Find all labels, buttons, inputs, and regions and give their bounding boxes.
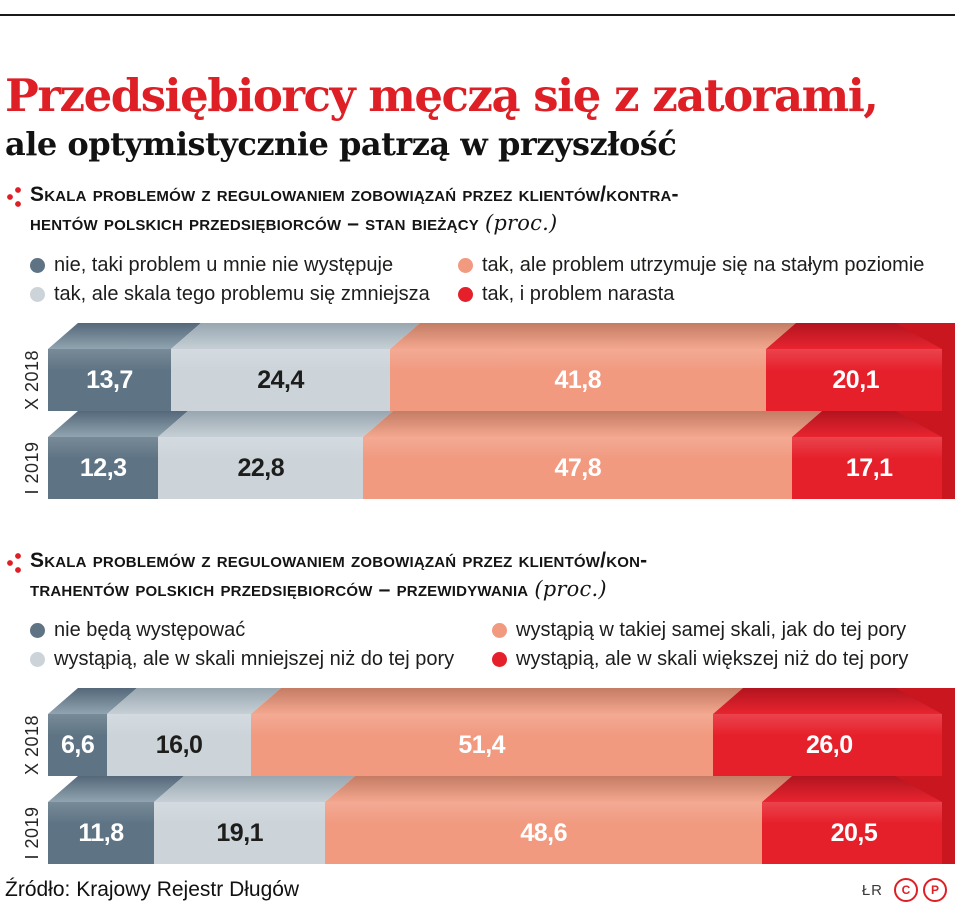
legend-label: tak, ale problem utrzymuje się na stałym poziomie xyxy=(482,254,925,276)
legend-label: nie będą występować xyxy=(54,619,246,641)
bar-segment xyxy=(158,437,363,499)
bar-segment xyxy=(325,802,761,864)
bar-segment xyxy=(390,349,765,411)
value-label: 6,6 xyxy=(61,730,95,759)
bar-segment xyxy=(762,802,946,864)
heading-line-1: Skala problemów z regulowaniem zobowiązań przez klientów/kon- xyxy=(30,549,648,572)
bar-segment xyxy=(713,714,946,776)
legend-label: wystąpią, ale w skali większej niż do tej pory xyxy=(516,648,909,670)
author-initials: ŁR xyxy=(861,881,883,899)
value-label: 47,8 xyxy=(554,453,602,482)
legend-color-dot-icon xyxy=(492,623,507,638)
value-label: 48,6 xyxy=(520,818,568,847)
bar-segment-top xyxy=(154,776,355,802)
section-heading-2 xyxy=(30,547,948,604)
bar-end-cap xyxy=(942,437,955,499)
bar-segment xyxy=(48,802,154,864)
value-label: 12,3 xyxy=(79,453,127,482)
category-label: X 2018 xyxy=(22,714,42,776)
bar-segment-top xyxy=(325,776,791,802)
bar-chart-2 xyxy=(0,688,955,864)
legend-color-dot-icon xyxy=(492,652,507,667)
value-label: 20,1 xyxy=(832,365,880,394)
bar-segment xyxy=(363,437,792,499)
bar-segment xyxy=(766,349,947,411)
triple-dot-icon xyxy=(6,549,24,577)
legend-label: wystąpią, ale w skali mniejszej niż do tej pory xyxy=(54,648,455,670)
bar-segment xyxy=(48,349,171,411)
value-label: 24,4 xyxy=(257,365,304,394)
bar-segment xyxy=(48,714,107,776)
legend-item xyxy=(458,254,924,277)
legend-color-dot-icon xyxy=(30,287,45,302)
bar-segment xyxy=(154,802,326,864)
bar-segment xyxy=(792,437,946,499)
bar-end-cap xyxy=(942,349,955,411)
bar-segment-top xyxy=(363,411,822,437)
source-text: Źródło: Krajowy Rejestr Długów xyxy=(5,878,300,901)
value-label: 19,1 xyxy=(216,818,264,847)
bar-top-face xyxy=(48,776,955,802)
value-label: 13,7 xyxy=(86,365,133,394)
bar-segment xyxy=(107,714,251,776)
bar-row xyxy=(48,714,946,776)
bar-segment-top xyxy=(158,411,393,437)
legend-item xyxy=(30,619,492,642)
legend-item xyxy=(492,619,908,642)
legend-chart-2 xyxy=(30,616,908,674)
heading-line-2: hentów polskich przedsiębiorców – stan bieżący xyxy=(30,212,479,235)
value-label: 11,8 xyxy=(78,818,124,847)
legend-label: tak, i problem narasta xyxy=(482,283,675,305)
legend-color-dot-icon xyxy=(30,258,45,273)
copyright-icon: C xyxy=(894,878,918,902)
triple-dot-icon xyxy=(6,183,24,211)
bar-end-cap xyxy=(942,802,955,864)
bar-row xyxy=(48,802,946,864)
value-label: 22,8 xyxy=(237,453,285,482)
bar-top-face xyxy=(48,411,955,437)
bar-row xyxy=(48,437,946,499)
legend-item xyxy=(492,648,908,671)
page-subtitle: ale optymistycznie patrzą w przyszłość xyxy=(5,124,677,163)
category-label: X 2018 xyxy=(22,349,42,411)
heading-line-2: trahentów polskich przedsiębiorców – przewidywania xyxy=(30,578,529,601)
value-label: 51,4 xyxy=(458,730,506,759)
page-title: Przedsiębiorcy męczą się z zatorami, xyxy=(5,69,878,123)
bar-segment xyxy=(171,349,390,411)
value-label: 20,5 xyxy=(830,818,878,847)
bar-segment-top xyxy=(251,688,742,714)
bar-top-face xyxy=(48,688,955,714)
heading-unit: (proc.) xyxy=(534,577,607,601)
legend-label: wystąpią w takiej samej skali, jak do tej pory xyxy=(516,619,907,641)
phonogram-icon: P xyxy=(923,878,947,902)
legend-item xyxy=(30,283,458,306)
legend-item xyxy=(30,648,492,671)
bar-segment xyxy=(251,714,713,776)
value-label: 17,1 xyxy=(845,453,893,482)
legend-color-dot-icon xyxy=(30,623,45,638)
bar-segment-top xyxy=(171,323,420,349)
legend-label: tak, ale skala tego problemu się zmniejsza xyxy=(54,283,430,305)
value-label: 16,0 xyxy=(155,730,203,759)
heading-unit: (proc.) xyxy=(485,211,558,235)
heading-line-1: Skala problemów z regulowaniem zobowiązań przez klientów/kontra- xyxy=(30,183,679,206)
section-heading-1 xyxy=(30,181,948,238)
legend-color-dot-icon xyxy=(458,258,473,273)
legend-item xyxy=(458,283,924,306)
legend-item xyxy=(30,254,458,277)
footer-credit xyxy=(862,878,947,902)
legend-chart-1 xyxy=(30,251,924,309)
category-label: I 2019 xyxy=(22,806,42,860)
legend-label: nie, taki problem u mnie nie występuje xyxy=(54,254,394,276)
category-label: I 2019 xyxy=(22,441,42,495)
bar-top-face xyxy=(48,323,955,349)
bar-segment-top xyxy=(390,323,795,349)
legend-color-dot-icon xyxy=(458,287,473,302)
bar-end-cap xyxy=(942,714,955,776)
bar-chart-1 xyxy=(0,323,955,499)
top-rule xyxy=(0,14,955,16)
legend-color-dot-icon xyxy=(30,652,45,667)
bar-segment xyxy=(48,437,158,499)
value-label: 26,0 xyxy=(805,730,853,759)
value-label: 41,8 xyxy=(554,365,602,394)
bar-row xyxy=(48,349,946,411)
